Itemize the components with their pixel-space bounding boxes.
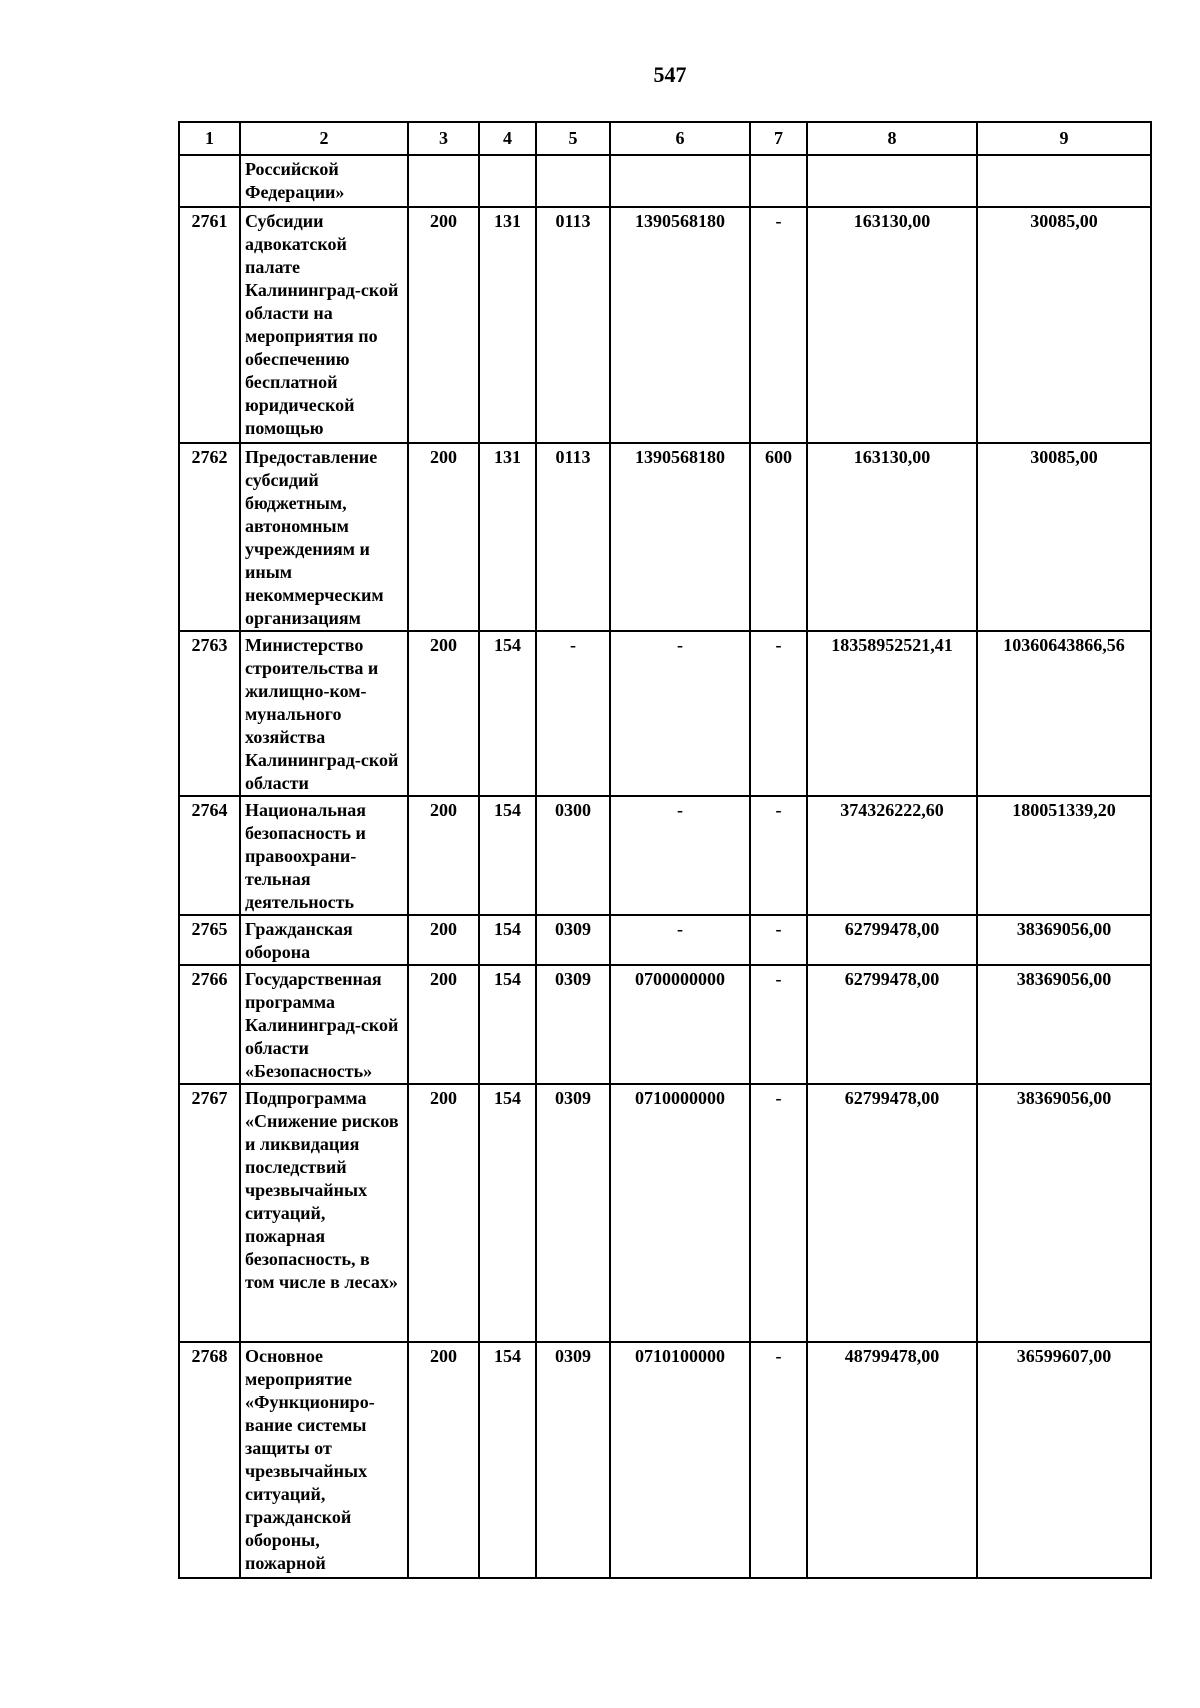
row-cell: - <box>610 631 750 796</box>
row-cell <box>610 155 750 207</box>
row-cell: 0309 <box>536 1084 610 1342</box>
row-amount-cell: 38369056,00 <box>977 1084 1151 1342</box>
header-cell: 7 <box>750 122 807 155</box>
row-cell: 0309 <box>536 915 610 965</box>
row-cell: 1390568180 <box>610 207 750 443</box>
row-cell: 600 <box>750 443 807 631</box>
row-cell: 0710000000 <box>610 1084 750 1342</box>
row-name-cell: Российской Федерации» <box>240 155 408 207</box>
table-row <box>179 155 1151 207</box>
header-cell: 5 <box>536 122 610 155</box>
row-cell: - <box>750 796 807 915</box>
row-cell: - <box>610 796 750 915</box>
row-amount-cell: 180051339,20 <box>977 796 1151 915</box>
row-cell: - <box>750 915 807 965</box>
row-cell: 200 <box>408 1084 479 1342</box>
row-cell: - <box>536 631 610 796</box>
header-cell: 4 <box>479 122 536 155</box>
row-number-cell: 2762 <box>179 443 240 631</box>
row-cell: 0700000000 <box>610 965 750 1084</box>
row-cell: 0113 <box>536 207 610 443</box>
row-name-cell: Национальная безопасность и правоохрани-тельная деятельность <box>240 796 408 915</box>
row-cell: 1390568180 <box>610 443 750 631</box>
row-amount-cell <box>807 155 977 207</box>
row-cell: 200 <box>408 631 479 796</box>
row-cell <box>408 155 479 207</box>
table-row <box>179 443 1151 631</box>
header-cell: 6 <box>610 122 750 155</box>
row-name-cell: Основное мероприятие «Функциониро-вание системы защиты от чрезвычайных ситуаций, гражданской обороны, пожарной <box>240 1342 408 1578</box>
row-amount-cell: 18358952521,41 <box>807 631 977 796</box>
row-cell: 200 <box>408 965 479 1084</box>
header-cell: 2 <box>240 122 408 155</box>
row-amount-cell: 38369056,00 <box>977 915 1151 965</box>
row-name-cell: Подпрограмма «Снижение рисков и ликвидация последствий чрезвычайных ситуаций, пожарная безопасность, в том числе в лесах» <box>240 1084 408 1342</box>
row-cell: 200 <box>408 796 479 915</box>
row-cell: - <box>750 207 807 443</box>
row-cell <box>750 155 807 207</box>
row-cell: 154 <box>479 631 536 796</box>
row-number-cell <box>179 155 240 207</box>
row-cell: 131 <box>479 443 536 631</box>
row-cell: 200 <box>408 443 479 631</box>
row-name-cell: Гражданская оборона <box>240 915 408 965</box>
row-number-cell: 2768 <box>179 1342 240 1578</box>
table-row <box>179 631 1151 796</box>
row-amount-cell: 48799478,00 <box>807 1342 977 1578</box>
row-amount-cell: 30085,00 <box>977 207 1151 443</box>
row-number-cell: 2766 <box>179 965 240 1084</box>
table-row <box>179 796 1151 915</box>
header-cell: 1 <box>179 122 240 155</box>
row-cell: - <box>750 965 807 1084</box>
row-amount-cell: 374326222,60 <box>807 796 977 915</box>
table-header-row <box>179 122 1151 155</box>
row-amount-cell: 36599607,00 <box>977 1342 1151 1578</box>
budget-table <box>178 121 1152 1579</box>
row-cell: 200 <box>408 207 479 443</box>
table-row <box>179 965 1151 1084</box>
row-number-cell: 2764 <box>179 796 240 915</box>
row-cell: 154 <box>479 1342 536 1578</box>
row-number-cell: 2763 <box>179 631 240 796</box>
table-row <box>179 207 1151 443</box>
row-amount-cell: 62799478,00 <box>807 1084 977 1342</box>
row-name-cell: Субсидии адвокатской палате Калининград-ской области на мероприятия по обеспечению бесплатной юридической помощью <box>240 207 408 443</box>
row-cell: 154 <box>479 796 536 915</box>
row-cell: 0309 <box>536 1342 610 1578</box>
row-cell: 200 <box>408 1342 479 1578</box>
row-number-cell: 2767 <box>179 1084 240 1342</box>
row-amount-cell: 30085,00 <box>977 443 1151 631</box>
row-amount-cell: 10360643866,56 <box>977 631 1151 796</box>
row-cell: 154 <box>479 965 536 1084</box>
row-cell: 154 <box>479 915 536 965</box>
row-cell: - <box>610 915 750 965</box>
row-number-cell: 2765 <box>179 915 240 965</box>
row-amount-cell: 62799478,00 <box>807 915 977 965</box>
row-name-cell: Министерство строительства и жилищно-ком-мунального хозяйства Калининград-ской области <box>240 631 408 796</box>
row-cell <box>479 155 536 207</box>
row-name-cell: Предоставление субсидий бюджетным, автономным учреждениям и иным некоммерческим организациям <box>240 443 408 631</box>
row-cell: - <box>750 631 807 796</box>
row-cell: 0710100000 <box>610 1342 750 1578</box>
table-row <box>179 1342 1151 1578</box>
header-cell: 8 <box>807 122 977 155</box>
header-cell: 3 <box>408 122 479 155</box>
row-cell: - <box>750 1084 807 1342</box>
table-row <box>179 1084 1151 1342</box>
row-cell: 0300 <box>536 796 610 915</box>
table-row <box>179 915 1151 965</box>
row-cell: 0309 <box>536 965 610 1084</box>
row-cell: 200 <box>408 915 479 965</box>
row-cell: 0113 <box>536 443 610 631</box>
row-amount-cell: 163130,00 <box>807 443 977 631</box>
row-amount-cell: 163130,00 <box>807 207 977 443</box>
page-number: 547 <box>653 62 687 87</box>
row-cell <box>536 155 610 207</box>
row-amount-cell <box>977 155 1151 207</box>
header-cell: 9 <box>977 122 1151 155</box>
row-name-cell: Государственная программа Калининград-ской области «Безопасность» <box>240 965 408 1084</box>
row-amount-cell: 38369056,00 <box>977 965 1151 1084</box>
row-cell: 154 <box>479 1084 536 1342</box>
row-amount-cell: 62799478,00 <box>807 965 977 1084</box>
row-cell: - <box>750 1342 807 1578</box>
row-cell: 131 <box>479 207 536 443</box>
row-number-cell: 2761 <box>179 207 240 443</box>
